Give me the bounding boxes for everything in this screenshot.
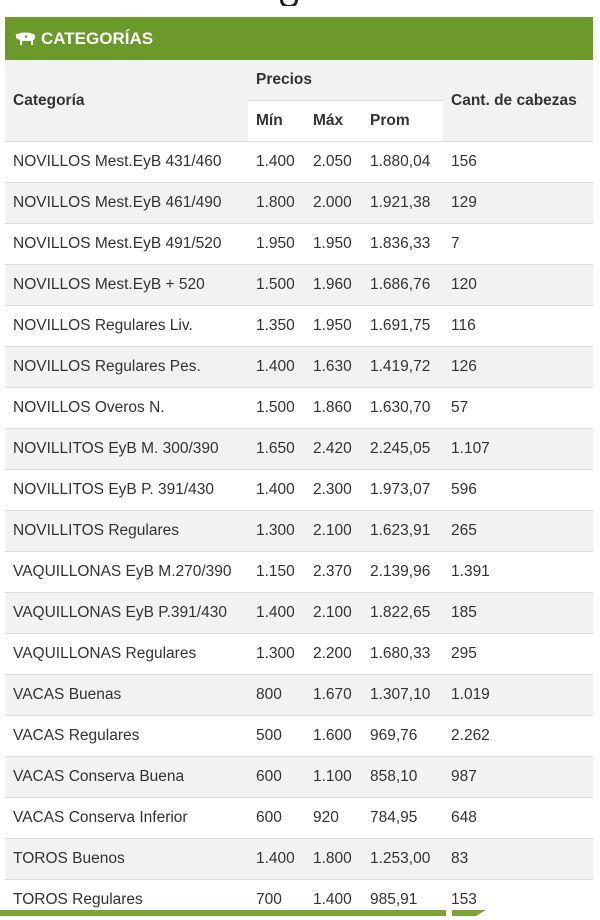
avg-price-cell: 1.680,33 — [362, 634, 443, 675]
max-price-cell: 1.950 — [305, 224, 362, 265]
max-price-cell: 1.670 — [305, 675, 362, 716]
min-price-cell: 1.350 — [248, 306, 305, 347]
column-header-max: Máx — [305, 101, 362, 142]
min-price-cell: 600 — [248, 798, 305, 839]
table-row — [5, 224, 593, 265]
table-row — [5, 511, 593, 552]
max-price-cell: 1.960 — [305, 265, 362, 306]
max-price-cell: 1.400 — [305, 880, 362, 920]
heading-fragment — [274, 0, 308, 6]
category-cell: NOVILLOS Mest.EyB 491/520 — [5, 224, 248, 265]
head-count-cell: 648 — [443, 798, 593, 839]
head-count-cell: 129 — [443, 183, 593, 224]
category-cell: TOROS Regulares — [5, 880, 248, 920]
min-price-cell: 1.650 — [248, 429, 305, 470]
min-price-cell: 800 — [248, 675, 305, 716]
avg-price-cell: 784,95 — [362, 798, 443, 839]
category-cell: NOVILLITOS EyB M. 300/390 — [5, 429, 248, 470]
head-count-cell: 120 — [443, 265, 593, 306]
max-price-cell: 2.100 — [305, 511, 362, 552]
categories-panel — [5, 17, 593, 920]
head-count-cell: 153 — [443, 880, 593, 920]
max-price-cell: 2.050 — [305, 142, 362, 183]
category-cell: NOVILLOS Mest.EyB + 520 — [5, 265, 248, 306]
max-price-cell: 2.370 — [305, 552, 362, 593]
min-price-cell: 600 — [248, 757, 305, 798]
table-row — [5, 675, 593, 716]
category-cell: TOROS Buenos — [5, 839, 248, 880]
head-count-cell: 185 — [443, 593, 593, 634]
table-row — [5, 593, 593, 634]
table-row — [5, 634, 593, 675]
avg-price-cell: 1.880,04 — [362, 142, 443, 183]
avg-price-cell: 1.307,10 — [362, 675, 443, 716]
min-price-cell: 1.300 — [248, 634, 305, 675]
table-row — [5, 839, 593, 880]
min-price-cell: 1.500 — [248, 388, 305, 429]
category-cell: NOVILLOS Mest.EyB 431/460 — [5, 142, 248, 183]
head-count-cell: 1.107 — [443, 429, 593, 470]
avg-price-cell: 1.623,91 — [362, 511, 443, 552]
scrollbar-track[interactable] — [0, 910, 446, 916]
avg-price-cell: 1.973,07 — [362, 470, 443, 511]
table-row — [5, 757, 593, 798]
min-price-cell: 1.500 — [248, 265, 305, 306]
table-row — [5, 429, 593, 470]
column-header-precios: Precios — [248, 60, 443, 101]
avg-price-cell: 969,76 — [362, 716, 443, 757]
table-row — [5, 798, 593, 839]
category-cell: VACAS Regulares — [5, 716, 248, 757]
avg-price-cell: 1.921,38 — [362, 183, 443, 224]
column-header-min: Mín — [248, 101, 305, 142]
max-price-cell: 2.300 — [305, 470, 362, 511]
max-price-cell: 1.600 — [305, 716, 362, 757]
category-cell: NOVILLITOS EyB P. 391/430 — [5, 470, 248, 511]
head-count-cell: 7 — [443, 224, 593, 265]
head-count-cell: 126 — [443, 347, 593, 388]
categories-title: CATEGORÍAS — [41, 29, 153, 49]
max-price-cell: 2.100 — [305, 593, 362, 634]
category-cell: VAQUILLONAS EyB M.270/390 — [5, 552, 248, 593]
category-cell: VACAS Conserva Buena — [5, 757, 248, 798]
category-cell: NOVILLITOS Regulares — [5, 511, 248, 552]
avg-price-cell: 2.139,96 — [362, 552, 443, 593]
max-price-cell: 1.860 — [305, 388, 362, 429]
head-count-cell: 156 — [443, 142, 593, 183]
category-cell: VAQUILLONAS EyB P.391/430 — [5, 593, 248, 634]
prices-table — [5, 60, 593, 920]
avg-price-cell: 1.836,33 — [362, 224, 443, 265]
table-row — [5, 265, 593, 306]
cow-icon — [14, 31, 36, 47]
min-price-cell: 1.400 — [248, 839, 305, 880]
head-count-cell: 1.019 — [443, 675, 593, 716]
max-price-cell: 1.630 — [305, 347, 362, 388]
head-count-cell: 2.262 — [443, 716, 593, 757]
min-price-cell: 1.950 — [248, 224, 305, 265]
head-count-cell: 116 — [443, 306, 593, 347]
category-cell: VACAS Conserva Inferior — [5, 798, 248, 839]
column-header-cabezas: Cant. de cabezas — [443, 60, 593, 142]
avg-price-cell: 858,10 — [362, 757, 443, 798]
bottom-scrollbar[interactable] — [0, 910, 600, 916]
avg-price-cell: 1.630,70 — [362, 388, 443, 429]
head-count-cell: 596 — [443, 470, 593, 511]
min-price-cell: 1.300 — [248, 511, 305, 552]
table-row — [5, 716, 593, 757]
scrollbar-arrow[interactable] — [452, 910, 486, 916]
min-price-cell: 1.400 — [248, 142, 305, 183]
head-count-cell: 57 — [443, 388, 593, 429]
head-count-cell: 83 — [443, 839, 593, 880]
max-price-cell: 1.100 — [305, 757, 362, 798]
table-row — [5, 306, 593, 347]
min-price-cell: 1.400 — [248, 470, 305, 511]
head-count-cell: 295 — [443, 634, 593, 675]
min-price-cell: 500 — [248, 716, 305, 757]
table-row — [5, 183, 593, 224]
category-cell: VAQUILLONAS Regulares — [5, 634, 248, 675]
category-cell: NOVILLOS Regulares Pes. — [5, 347, 248, 388]
min-price-cell: 1.800 — [248, 183, 305, 224]
max-price-cell: 1.950 — [305, 306, 362, 347]
avg-price-cell: 985,91 — [362, 880, 443, 920]
avg-price-cell: 1.691,75 — [362, 306, 443, 347]
category-cell: NOVILLOS Overos N. — [5, 388, 248, 429]
category-cell: NOVILLOS Regulares Liv. — [5, 306, 248, 347]
max-price-cell: 2.000 — [305, 183, 362, 224]
avg-price-cell: 2.245,05 — [362, 429, 443, 470]
min-price-cell: 1.150 — [248, 552, 305, 593]
table-row — [5, 142, 593, 183]
category-cell: NOVILLOS Mest.EyB 461/490 — [5, 183, 248, 224]
column-header-prom: Prom — [362, 101, 443, 142]
category-cell: VACAS Buenas — [5, 675, 248, 716]
head-count-cell: 1.391 — [443, 552, 593, 593]
min-price-cell: 1.400 — [248, 347, 305, 388]
max-price-cell: 1.800 — [305, 839, 362, 880]
min-price-cell: 1.400 — [248, 593, 305, 634]
head-count-cell: 265 — [443, 511, 593, 552]
column-header-categoria: Categoría — [5, 60, 248, 142]
avg-price-cell: 1.419,72 — [362, 347, 443, 388]
max-price-cell: 2.420 — [305, 429, 362, 470]
categories-header — [5, 17, 593, 60]
min-price-cell: 700 — [248, 880, 305, 920]
max-price-cell: 2.200 — [305, 634, 362, 675]
table-row — [5, 552, 593, 593]
avg-price-cell: 1.686,76 — [362, 265, 443, 306]
table-row — [5, 388, 593, 429]
head-count-cell: 987 — [443, 757, 593, 798]
max-price-cell: 920 — [305, 798, 362, 839]
table-row — [5, 347, 593, 388]
avg-price-cell: 1.822,65 — [362, 593, 443, 634]
table-row — [5, 470, 593, 511]
avg-price-cell: 1.253,00 — [362, 839, 443, 880]
